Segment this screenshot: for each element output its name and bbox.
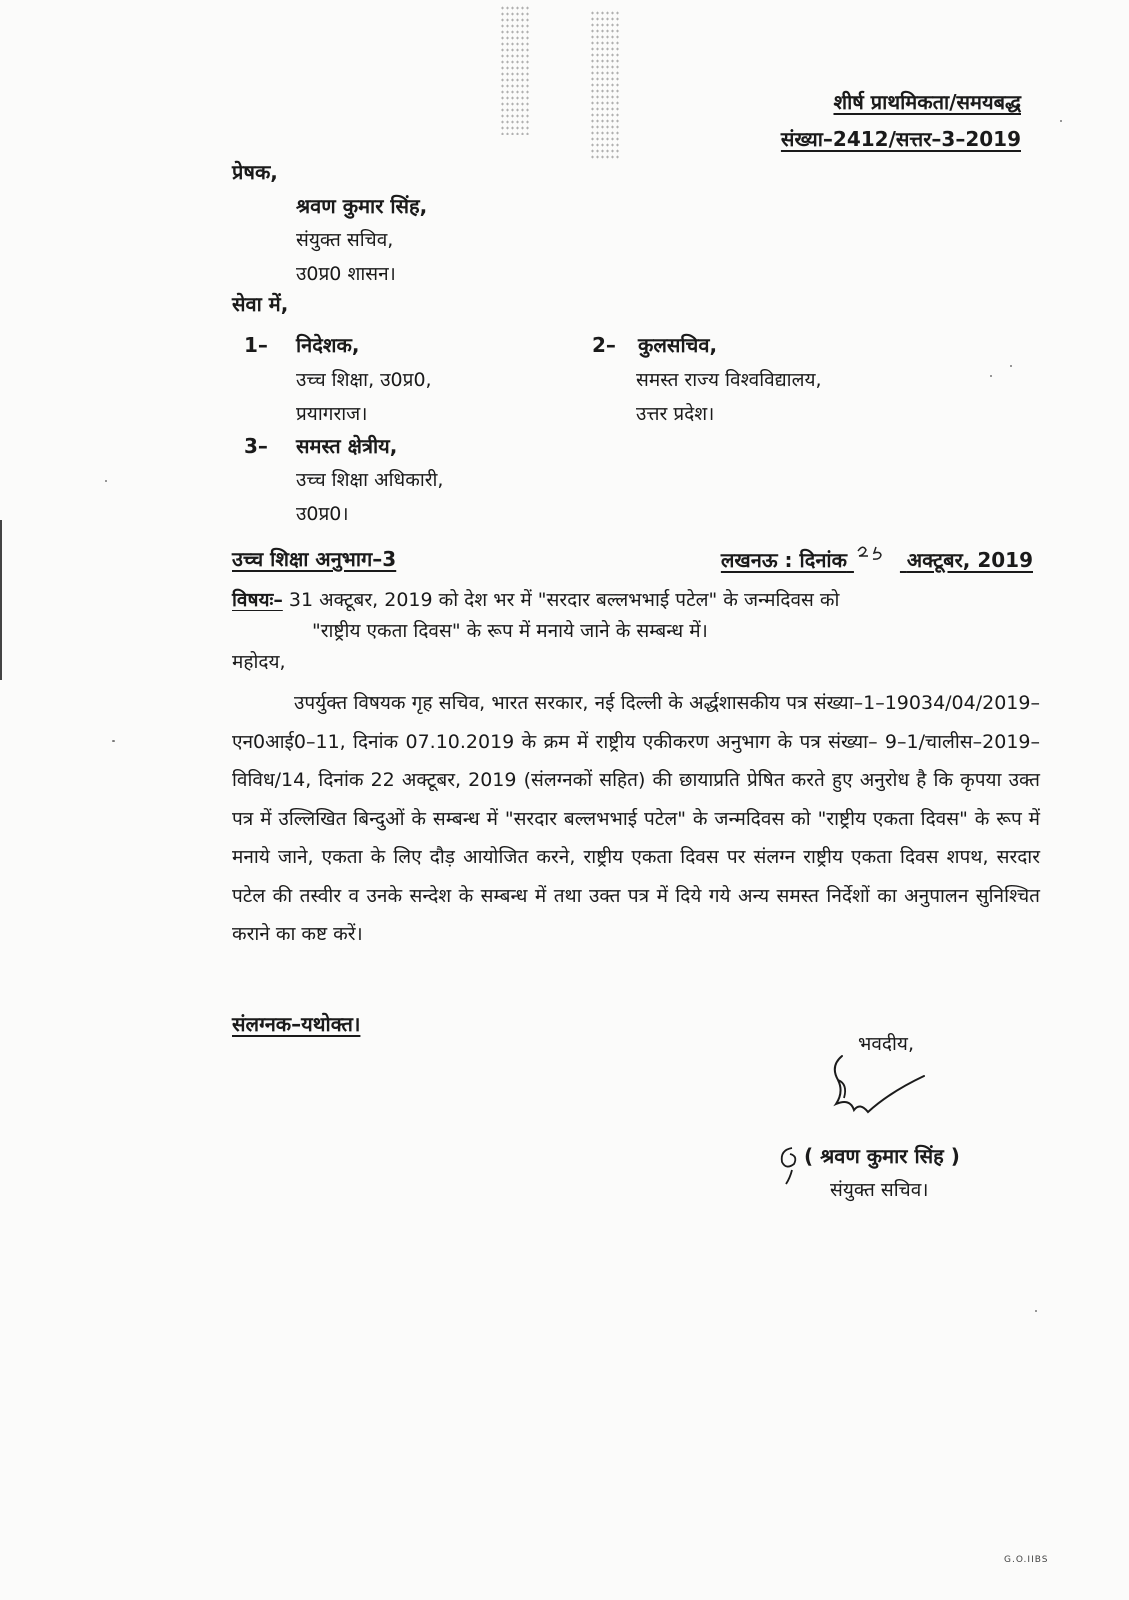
recipients-label: सेवा में, [232, 292, 289, 316]
letter-number: संख्या–2412/सत्तर–3–2019 [780, 127, 1021, 151]
initial-mark [776, 1140, 802, 1186]
section-name: उच्च शिक्षा अनुभाग–3 [232, 547, 397, 571]
priority-heading: शीर्ष प्राथमिकता/समयबद्ध [833, 90, 1021, 114]
subject-line-2: "राष्ट्रीय एकता दिवस" के रूप में मनाये जाने के सम्बन्ध में। [312, 620, 708, 642]
recipient-3-line2: उच्च शिक्षा अधिकारी, [296, 469, 444, 491]
recipient-1-line3: प्रयागराज। [296, 403, 368, 425]
stamp-smudge [500, 5, 530, 135]
scan-edge-line [0, 520, 2, 680]
sender-name: श्रवण कुमार सिंह, [296, 194, 428, 218]
recipient-2-line3: उत्तर प्रदेश। [636, 403, 715, 425]
signatory-name: ( श्रवण कुमार सिंह ) [804, 1144, 960, 1168]
body-paragraph: उपर्युक्त विषयक गृह सचिव, भारत सरकार, नई दिल्ली के अर्द्धशासकीय पत्र संख्या–1–19034/04/2019–एन0आई0–11, दिनांक 07.10.2019 के क्रम में राष्ट्रीय एकीकरण अनुभाग के पत्र संख्या– 9–1/चालीस–2019–विविध/14, दिनांक 22 अक्टूबर, 2019 (संलग्नकों सहित) की छायाप्रति प्रेषित करते हुए अनुरोध है कि कृपया उक्त पत्र में उल्लिखित बिन्दुओं के सम्बन्ध में "सरदार बल्लभभाई पटेल" के जन्मदिवस को "राष्ट्रीय एकता दिवस" के रूप में मनाये जाने, एकता के लिए दौड़ आयोजित करने, राष्ट्रीय एकता दिवस पर संलग्न राष्ट्रीय एकता दिवस शपथ, सरदार पटेल की तस्वीर व उनके सन्देश के सम्बन्ध में तथा उक्त पत्र में दिये गये अन्य समस्त निर्देशों का अनुपालन सुनिश्चित कराने का कष्ट करें। [232, 692, 1040, 945]
recipient-3-title: समस्त क्षेत्रीय, [296, 434, 398, 458]
sender-designation: संयुक्त सचिव, [296, 229, 394, 251]
subject-block [232, 585, 1040, 647]
recipient-2-number: 2– [592, 333, 616, 357]
signature [820, 1052, 940, 1124]
salutation: महोदय, [232, 651, 286, 673]
recipient-3-number: 3– [244, 434, 268, 458]
subject-label: विषयः– [232, 589, 283, 611]
date-prefix: लखनऊ : दिनांक [720, 548, 847, 572]
recipient-2-title: कुलसचिव, [638, 333, 718, 357]
sender-label: प्रेषक, [232, 160, 278, 184]
valediction: भवदीय, [858, 1033, 914, 1055]
place-date [721, 545, 1033, 574]
stamp-smudge [590, 10, 620, 160]
recipient-1-title: निदेशक, [296, 333, 360, 357]
subject-line-1: 31 अक्टूबर, 2019 को देश भर में "सरदार बल्लभभाई पटेल" के जन्मदिवस को [288, 589, 840, 611]
date-suffix: अक्टूबर, 2019 [906, 548, 1033, 572]
sender-office: उ0प्र0 शासन। [296, 263, 396, 285]
footer-code: G.O.IIBS [1004, 1555, 1049, 1565]
handwritten-day-mark [854, 541, 896, 563]
handwritten-day [854, 541, 900, 570]
signatory-designation: संयुक्त सचिव। [830, 1179, 929, 1201]
enclosure-note: संलग्नक–यथोक्त। [232, 1012, 361, 1036]
recipient-3-line3: उ0प्र0। [296, 503, 349, 525]
recipient-1-number: 1– [244, 333, 268, 357]
recipient-2-line2: समस्त राज्य विश्वविद्यालय, [636, 369, 822, 391]
recipient-1-line2: उच्च शिक्षा, उ0प्र0, [296, 369, 432, 391]
